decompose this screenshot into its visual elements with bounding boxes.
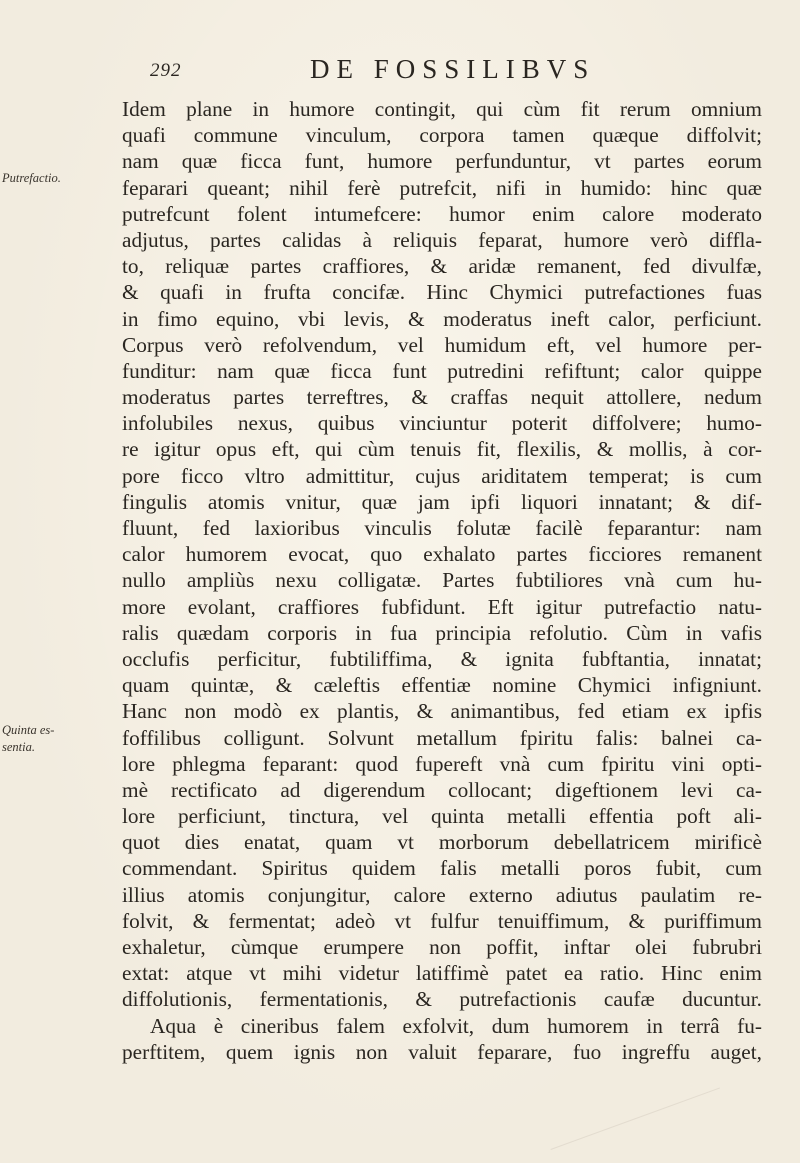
text-line: re igitur opus eft, qui cùm tenuis fit, flexilis, & mollis, à cor- (122, 437, 762, 462)
text-line: fingulis atomis vnitur, quæ jam ipfi liquori innatant; & dif- (122, 489, 762, 514)
text-line: nam quæ ficca funt, humore perfunduntur, vt partes eorum (122, 149, 762, 174)
marginal-note-quinta-essentia: Quinta es- sentia. (2, 723, 55, 754)
page-number: 292 (150, 60, 182, 81)
text-line: lore phlegma feparant: quod fupereft vnà cum fpiritu vini opti- (122, 751, 762, 776)
text-line: pore ficco vltro admittitur, cujus ariditatem temperat; is cum (122, 463, 762, 488)
text-line: adjutus, partes calidas à reliquis feparat, humore verò diffla- (122, 227, 762, 252)
text-line: Corpus verò refolvendum, vel humidum eft, vel humore per- (122, 332, 762, 357)
text-line: occlufis perficitur, fubtiliffima, & ignita fubftantia, innatat; (122, 646, 762, 671)
text-line: in fimo equino, vbi levis, & moderatus ineft calor, perficiunt. (122, 306, 762, 331)
text-line: Idem plane in humore contingit, qui cùm fit rerum omnium (122, 97, 762, 121)
text-line: diffolutionis, fermentationis, & putrefactionis caufæ ducuntur. (122, 987, 762, 1012)
text-line: quot dies enatat, quam vt morborum debellatricem mirificè (122, 830, 762, 855)
text-line: funditur: nam quæ ficca funt putredini refiftunt; calor quippe (122, 358, 762, 383)
text-line: calor humorem evocat, quo exhalato partes ficciores remanent (122, 542, 762, 567)
text-line: to, reliquæ partes craffiores, & aridæ remanent, fed divulfæ, (122, 254, 762, 279)
text-line: exhaletur, cùmque erumpere non poffit, inftar olei fubrubri (122, 935, 762, 959)
text-line: perftitem, quem ignis non valuit feparare, fuo ingreffu auget, (122, 1039, 762, 1064)
text-line: putrefcunt folent intumefcere: humor enim calore moderato (122, 201, 762, 226)
text-line: extat: atque vt mihi videtur latiffimè patet ea ratio. Hinc enim (122, 961, 762, 986)
text-line: mè rectificato ad digerendum collocant; digeftionem levi ca- (122, 777, 762, 802)
text-line: quam quintæ, & cæleftis effentiæ nomine Chymici infigniunt. (122, 673, 762, 698)
body-text (122, 96, 762, 1065)
text-line: nullo ampliùs nexu colligatæ. Partes fubtiliores vnà cum hu- (122, 568, 762, 593)
text-line: fluunt, fed laxioribus vinculis folutæ facilè feparantur: nam (122, 516, 762, 540)
text-line: foffilibus colligunt. Solvunt metallum fpiritu falis: balnei ca- (122, 725, 762, 750)
text-line: moderatus partes terreftres, & craffas nequit attollere, nedum (122, 385, 762, 410)
marginal-note-putrefactio: Putrefactio. (2, 171, 61, 185)
text-line: Aqua è cineribus falem exfolvit, dum humorem in terrâ fu- (150, 1013, 762, 1038)
text-line: infolubiles nexus, quibus vinciuntur poterit diffolvere; humo- (122, 411, 762, 436)
text-line: more evolant, craffiores fubfidunt. Eft igitur putrefactio natu- (122, 594, 762, 619)
text-line: quafi commune vinculum, corpora tamen quæque diffolvit; (122, 123, 762, 148)
text-line: & quafi in frufta concifæ. Hinc Chymici putrefactiones fuas (122, 280, 762, 305)
text-line: folvit, & fermentat; adeò vt fulfur tenuiffimum, & puriffimum (122, 908, 762, 933)
text-line: lore perficiunt, tinctura, vel quinta metalli effentia poft ali- (122, 804, 762, 829)
page-header (0, 52, 800, 92)
text-line: commendant. Spiritus quidem falis metalli poros fubit, cum (122, 856, 762, 881)
text-line: illius atomis conjungitur, calore externo adiutus paulatim re- (122, 882, 762, 907)
text-line: Hanc non modò ex plantis, & animantibus, fed etiam ex ipfis (122, 699, 762, 724)
text-line: feparari queant; nihil ferè putrefcit, nifi in humido: hinc quæ (122, 175, 762, 200)
text-line: ralis quædam corporis in fua principia refolutio. Cùm in vafis (122, 620, 762, 645)
running-title: DE FOSSILIBVS (310, 54, 596, 84)
